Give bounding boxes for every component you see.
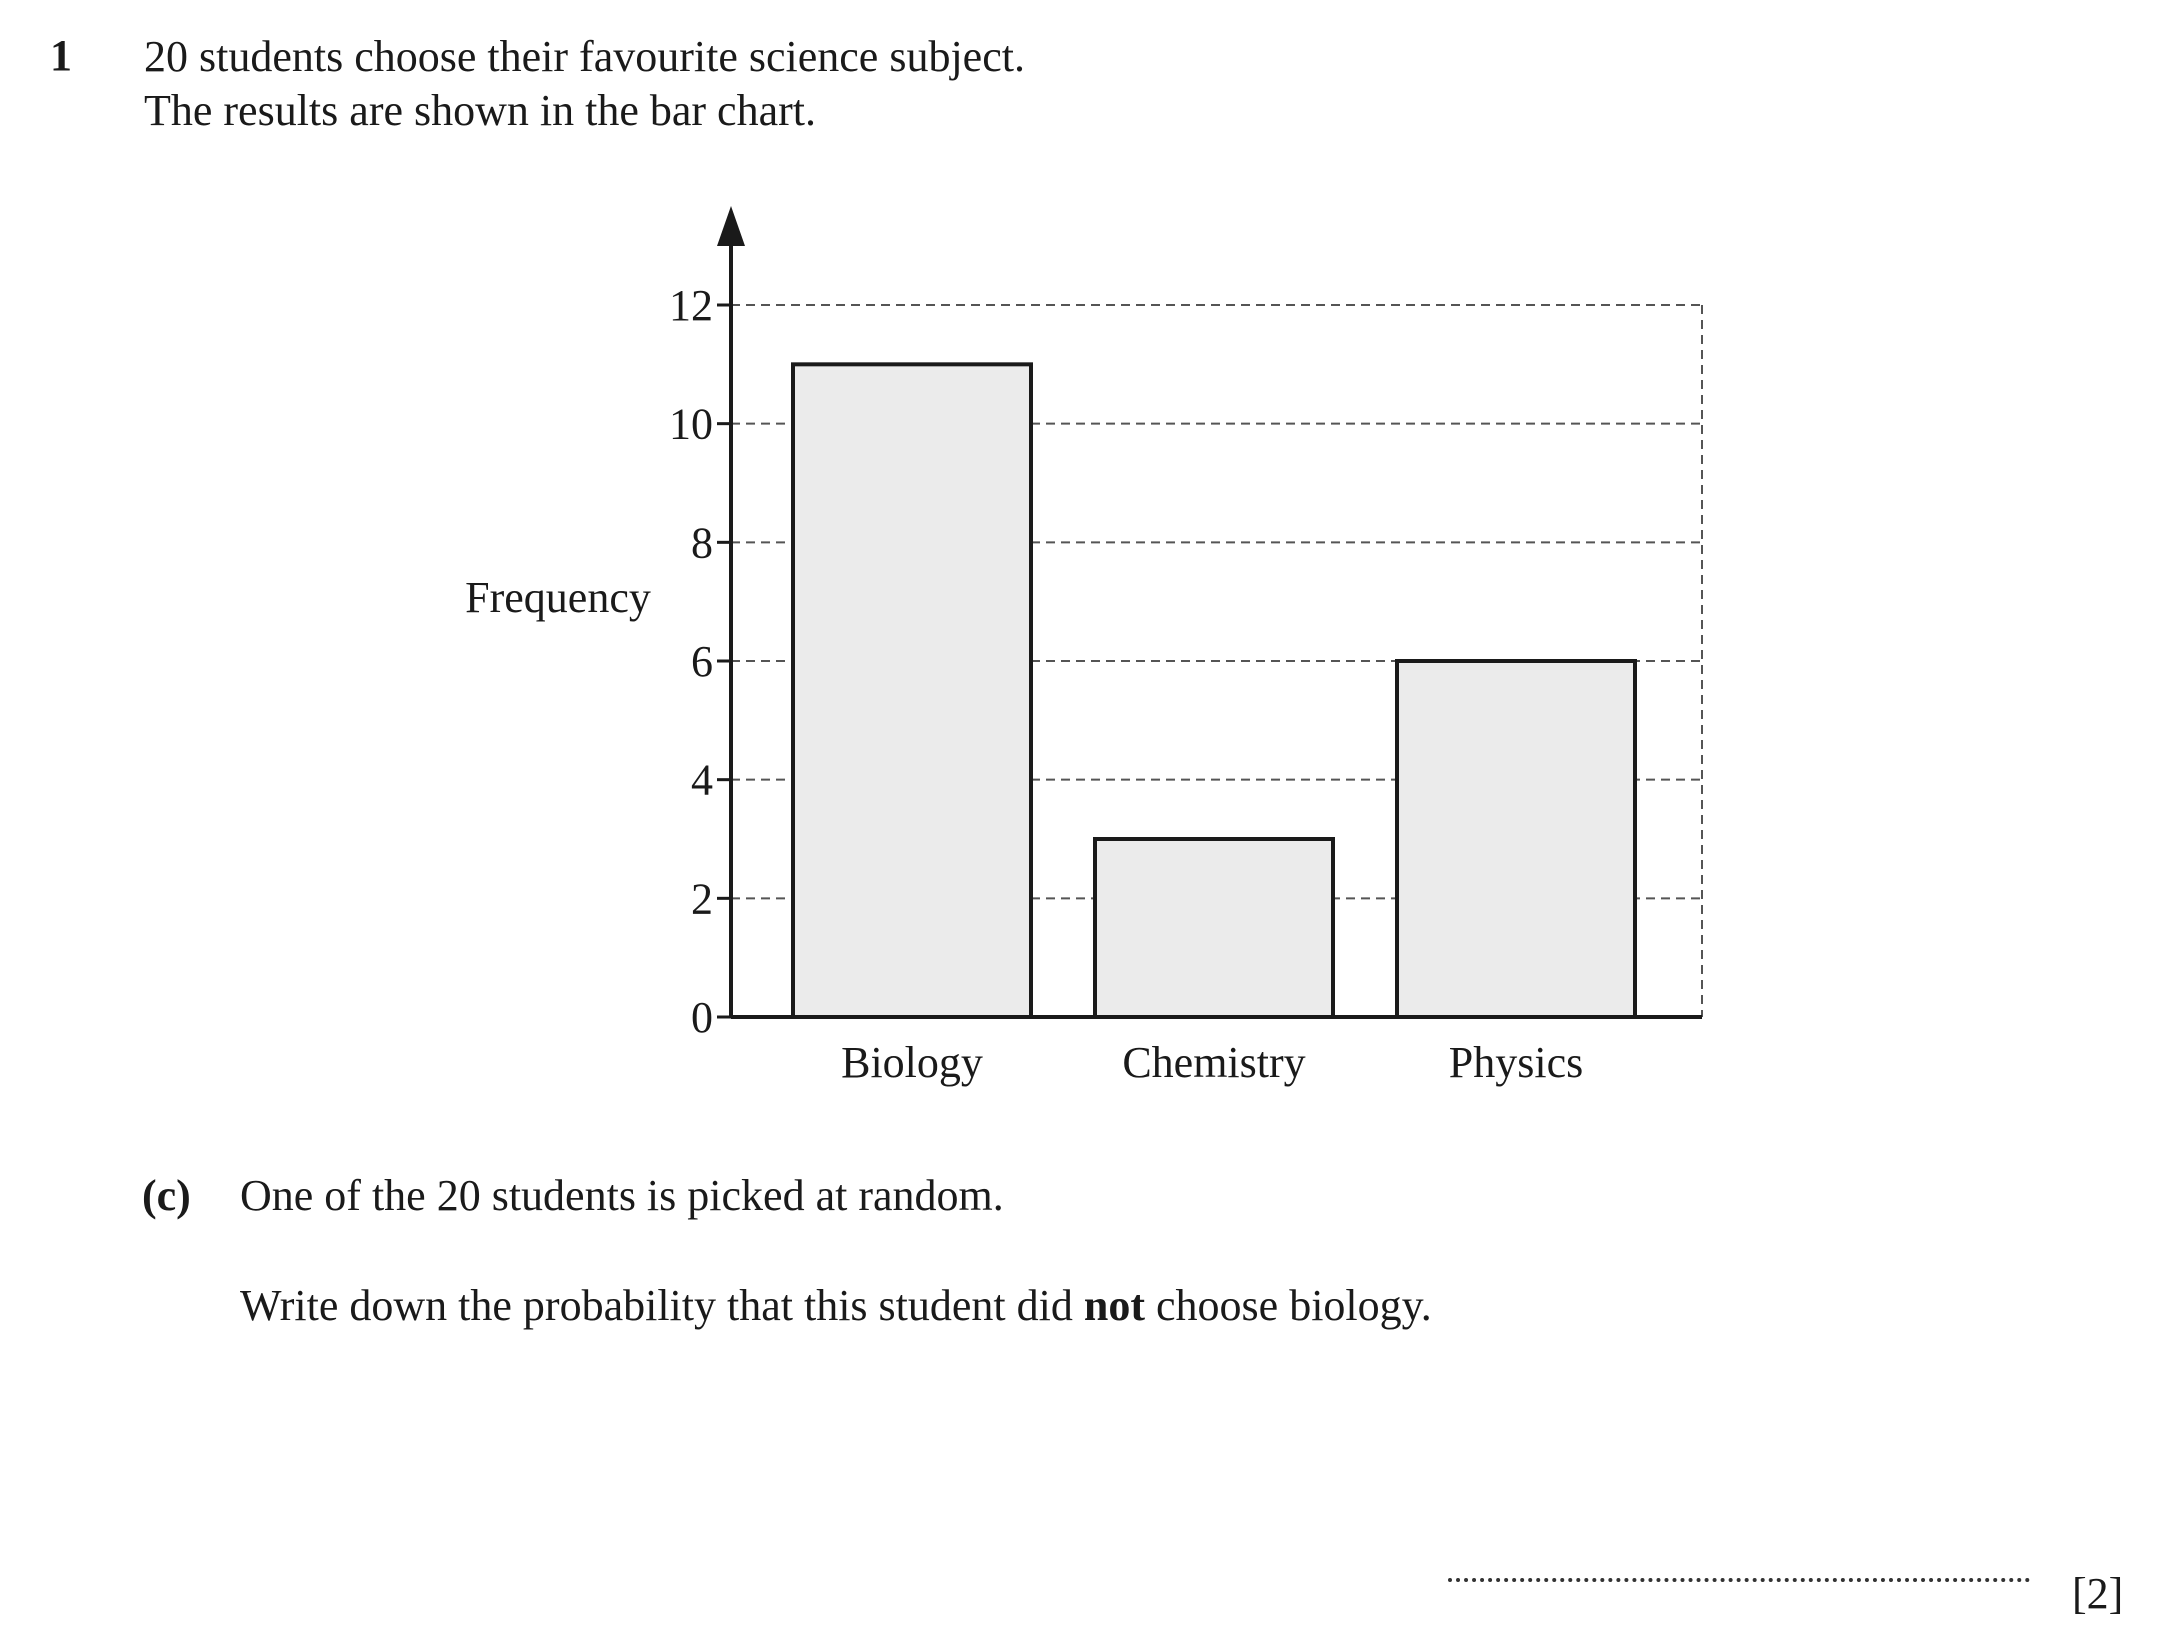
- x-tick-label-chemistry: Chemistry: [1122, 1038, 1306, 1087]
- part-label: (c): [142, 1171, 191, 1220]
- question-number: 1: [50, 31, 72, 80]
- y-tick-label-12: 12: [669, 281, 713, 330]
- part-question-line-1: One of the 20 students is picked at random.: [240, 1171, 1004, 1220]
- intro-line-1: 20 students choose their favourite science subject.: [144, 32, 1025, 81]
- x-tick-label-biology: Biology: [841, 1038, 983, 1087]
- bar-physics: [1397, 661, 1635, 1017]
- y-tick-label-10: 10: [669, 399, 713, 449]
- intro-line-2: The results are shown in the bar chart.: [144, 86, 816, 135]
- y-axis-label: Frequency: [465, 573, 651, 622]
- part-line-2-text-start: Write down the probability that this student did: [240, 1281, 1084, 1330]
- bar-biology: [793, 364, 1031, 1017]
- marks-label: [2]: [2072, 1569, 2124, 1618]
- part-line-2-text-end: choose biology.: [1145, 1281, 1432, 1330]
- y-tick-label-6: 6: [691, 637, 713, 686]
- y-tick-label-2: 2: [691, 874, 713, 924]
- part-line-2-emphasis: not: [1083, 1281, 1146, 1330]
- answer-line[interactable]: [1448, 1578, 2030, 1582]
- y-tick-label-0: 0: [691, 993, 713, 1042]
- part-question-line-2: [240, 1280, 1432, 1331]
- y-tick-label-8: 8: [691, 518, 713, 568]
- y-axis-arrow: [717, 206, 745, 246]
- bar-chemistry: [1095, 839, 1333, 1017]
- y-tick-label-4: 4: [691, 755, 713, 805]
- x-tick-label-physics: Physics: [1448, 1038, 1584, 1087]
